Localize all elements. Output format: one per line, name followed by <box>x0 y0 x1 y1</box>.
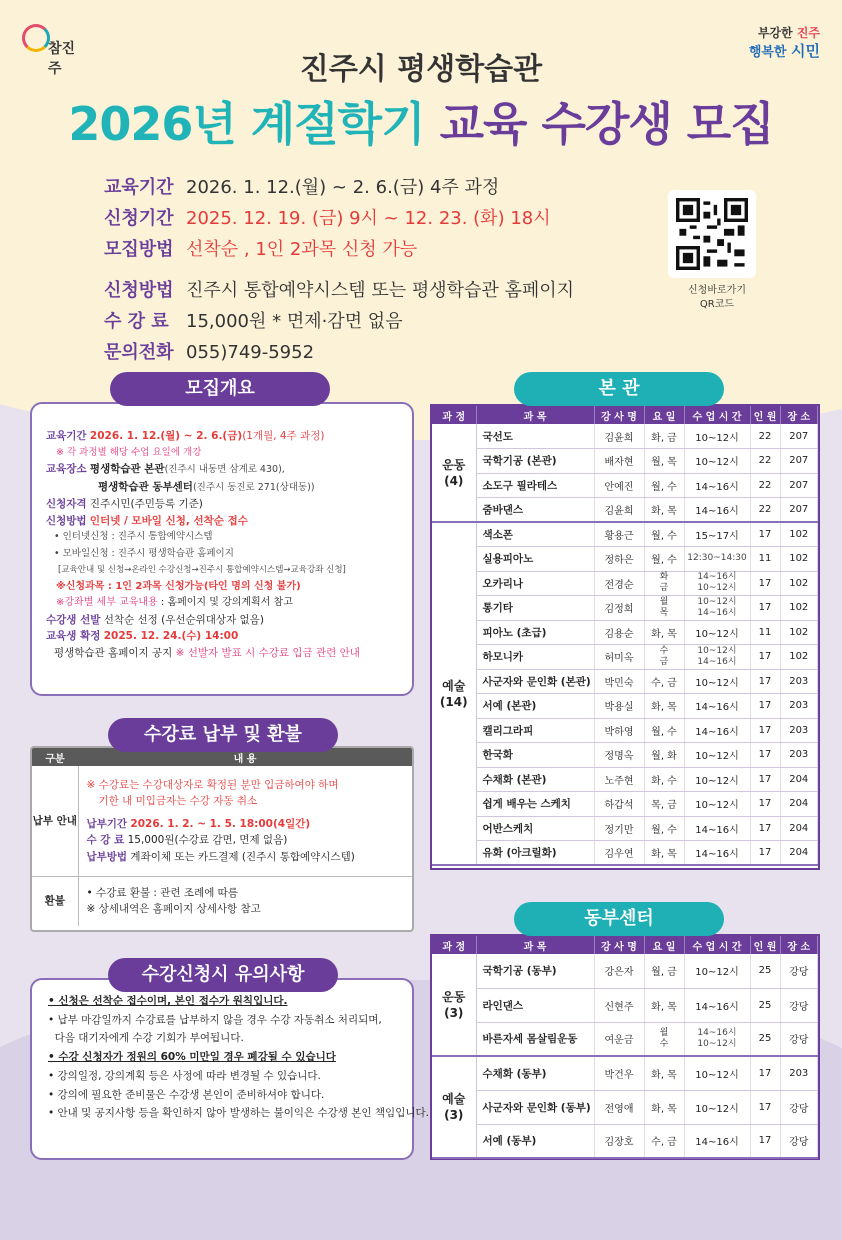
category-cell <box>432 954 476 1056</box>
table-row <box>432 718 818 743</box>
time: 10~12시 <box>684 449 750 474</box>
category-count: (3) <box>444 1005 464 1020</box>
course-name: 줌바댄스 <box>476 498 594 523</box>
days <box>644 571 684 596</box>
days: 화, 목 <box>644 694 684 719</box>
table-row <box>432 1056 818 1090</box>
line: 월 <box>659 596 669 607</box>
info-value: 2025. 12. 19. (금) 9시 ~ 12. 23. (화) 18시 <box>186 208 551 229</box>
instructor: 김윤희 <box>594 498 644 523</box>
category-name: 예술 <box>442 1092 466 1106</box>
line: 월 <box>659 1027 669 1038</box>
category-cell <box>432 522 476 865</box>
table-row <box>432 1124 818 1158</box>
table-header-cell: 과 정 <box>432 406 476 424</box>
capacity: 11 <box>750 620 780 645</box>
capacity: 11 <box>750 547 780 572</box>
room: 207 <box>780 424 818 449</box>
table-row <box>432 645 818 670</box>
instructor: 박민숙 <box>594 669 644 694</box>
line: 14~16시 <box>697 572 737 583</box>
caution-item: • 강의일정, 강의계획 등은 사정에 따라 변경될 수 있습니다. <box>48 1069 321 1082</box>
line: 10~12시 <box>697 596 737 607</box>
caution-item: • 신청은 선착순 접수이며, 본인 접수가 원칙입니다. <box>48 995 288 1007</box>
capacity: 22 <box>750 473 780 498</box>
days: 월, 수 <box>644 816 684 841</box>
fee-heading: 수강료 납부 및 환불 <box>108 718 338 752</box>
course-name: 국선도 <box>476 424 594 449</box>
days <box>644 1022 684 1056</box>
city-slogan: 부강한 진주 행복한 시민 <box>748 26 820 60</box>
course-name: 캘리그라피 <box>476 718 594 743</box>
overview-panel: 교육기간 2026. 1. 12.(월) ~ 2. 6.(금)(1개월, 4주 과정) ※ 각 과정별 해당 수업 요일에 개강 교육장소 평생학습관 본관(진주시 내동면 삼계로 430), 평생학습관 동부센터(진주시 동진로 271(상대동)) 신청자격 진주시민(주민등록 기준) 신청방법 인터넷 / 모바일 신청, 선착순 접수 • 인터넷신청 : 진주시 통합예약시스템 • 모바일신청 : 진주시 평생학습관 홈페이지 [교육안내 및 신청→온라인 수강신청→진주시 통합예약시스템→교육강좌 신청] ※신청과목 : 1인 2과목 신청가능(타인 명의 신청 불가) ※강좌별 세부 교육내용 : 홈페이지 및 강의계획서 참고 수강생 선발 선착순 선정 (우선순위대상자 없음) 교육생 확정 2025. 12. 24.(수) 14:00 평생학습관 홈페이지 공지 ※ 선발자 발표 시 수강료 입금 관련 안내 <box>30 402 414 696</box>
days: 화, 목 <box>644 1056 684 1090</box>
instructor: 박건우 <box>594 1056 644 1090</box>
info-key: 문의전화 <box>104 342 174 363</box>
table-header-row <box>432 936 818 954</box>
category-cell <box>432 1056 476 1158</box>
capacity: 17 <box>750 645 780 670</box>
line: 10~12시 <box>697 645 737 656</box>
days: 목, 금 <box>644 792 684 817</box>
caution-heading: 수강신청시 유의사항 <box>108 958 338 992</box>
course-name: 유화 (아크릴화) <box>476 841 594 866</box>
main-hall-table-panel <box>430 404 820 870</box>
room: 강당 <box>780 954 818 988</box>
info-row <box>104 172 574 203</box>
days: 화, 목 <box>644 498 684 523</box>
course-name: 실용피아노 <box>476 547 594 572</box>
days: 화, 금 <box>644 424 684 449</box>
instructor: 전경순 <box>594 571 644 596</box>
days <box>644 596 684 621</box>
time: 14~16시 <box>684 694 750 719</box>
table-header-cell: 인 원 <box>750 406 780 424</box>
days: 화, 목 <box>644 1090 684 1124</box>
instructor: 강은자 <box>594 954 644 988</box>
capacity: 17 <box>750 767 780 792</box>
days: 월, 수 <box>644 522 684 547</box>
info-row <box>104 337 574 368</box>
time <box>684 1022 750 1056</box>
room: 207 <box>780 473 818 498</box>
table-row <box>432 547 818 572</box>
course-name: 통기타 <box>476 596 594 621</box>
page-headline: 2026년 계절학기 교육 수강생 모집 <box>68 97 774 151</box>
room: 강당 <box>780 1022 818 1056</box>
info-value: 15,000원 * 면제·감면 없음 <box>186 311 403 332</box>
fee-table: 구분 내 용 납부 안내 ※ 수강료는 수강대상자로 확정된 분만 입금하여야 하며 기한 내 미입금자는 수강 자동 취소 납부기간 2026. 1. 2. ~ 1. 5. 18:00(4일간) 수 강 료 15,000원(수강료 감면, 면제 없음) 납부방법 계좌이체 또는 카드결제 (진주시 통합예약시스템) 환불 • 수강료 환불 : 관련 조례에 따름 ※ 상세내역은 홈페이지 상세사항 참고 <box>32 748 412 926</box>
instructor: 배자현 <box>594 449 644 474</box>
course-name: 국학기공 (본관) <box>476 449 594 474</box>
line: 수 <box>659 645 669 656</box>
course-name: 피아노 (초급) <box>476 620 594 645</box>
time: 10~12시 <box>684 743 750 768</box>
capacity: 22 <box>750 449 780 474</box>
capacity: 17 <box>750 792 780 817</box>
table-row <box>432 841 818 866</box>
time: 14~16시 <box>684 816 750 841</box>
instructor: 박하영 <box>594 718 644 743</box>
category-count: (14) <box>439 694 468 709</box>
table-header-row <box>432 406 818 424</box>
days: 월, 목 <box>644 449 684 474</box>
room: 207 <box>780 498 818 523</box>
instructor: 김우연 <box>594 841 644 866</box>
time: 14~16시 <box>684 498 750 523</box>
room: 203 <box>780 669 818 694</box>
instructor: 노주현 <box>594 767 644 792</box>
room: 204 <box>780 841 818 866</box>
capacity: 17 <box>750 1090 780 1124</box>
room: 102 <box>780 547 818 572</box>
caution-item: • 강의에 필요한 준비물은 수강생 본인이 준비하셔야 합니다. <box>48 1088 325 1101</box>
course-name: 오카리나 <box>476 571 594 596</box>
table-row <box>432 571 818 596</box>
days: 화, 목 <box>644 620 684 645</box>
key-info-list <box>104 172 574 368</box>
capacity: 17 <box>750 841 780 866</box>
room: 102 <box>780 571 818 596</box>
course-name: 하모니카 <box>476 645 594 670</box>
category-count: (3) <box>444 1108 464 1122</box>
info-row <box>104 203 574 234</box>
caution-item: • 수강 신청자가 정원의 60% 미만일 경우 폐강될 수 있습니다 <box>48 1051 336 1064</box>
instructor: 전영애 <box>594 1090 644 1124</box>
info-key: 신청기간 <box>104 208 174 229</box>
line: 금 <box>659 656 669 667</box>
instructor: 정하은 <box>594 547 644 572</box>
caution-item: • 안내 및 공지사항 등을 확인하지 않아 발생하는 불이익은 수강생 본인 책임입니다. <box>48 1107 429 1120</box>
room: 강당 <box>780 1124 818 1158</box>
capacity: 22 <box>750 424 780 449</box>
course-name: 수채화 (동부) <box>476 1056 594 1090</box>
course-name: 소도구 필라테스 <box>476 473 594 498</box>
east-center-heading: 동부센터 <box>514 902 724 936</box>
time: 15~17시 <box>684 522 750 547</box>
room: 204 <box>780 767 818 792</box>
caution-item: • 납부 마감일까지 수강료를 납부하지 않을 경우 수강 자동취소 처리되며, <box>48 1013 382 1026</box>
info-key: 모집방법 <box>104 239 174 260</box>
time: 14~16시 <box>684 473 750 498</box>
instructor: 허미옥 <box>594 645 644 670</box>
instructor: 김장호 <box>594 1124 644 1158</box>
table-row <box>432 694 818 719</box>
room: 203 <box>780 718 818 743</box>
east-center-table-panel <box>430 934 820 1160</box>
capacity: 17 <box>750 1124 780 1158</box>
time: 10~12시 <box>684 620 750 645</box>
time: 14~16시 <box>684 1124 750 1158</box>
table-header-cell: 과 목 <box>476 406 594 424</box>
table-row <box>432 767 818 792</box>
room: 203 <box>780 1056 818 1090</box>
capacity: 17 <box>750 1056 780 1090</box>
page-title: 진주시 평생학습관 <box>299 52 543 87</box>
main-hall-heading: 본 관 <box>514 372 724 406</box>
category-name: 운동 <box>442 989 466 1004</box>
info-key: 수 강 료 <box>104 311 169 332</box>
line: 목 <box>659 607 669 618</box>
capacity: 25 <box>750 988 780 1022</box>
days: 수, 금 <box>644 669 684 694</box>
room: 102 <box>780 596 818 621</box>
capacity: 17 <box>750 571 780 596</box>
course-name: 서예 (본관) <box>476 694 594 719</box>
days: 화, 목 <box>644 841 684 866</box>
days: 월, 금 <box>644 954 684 988</box>
capacity: 25 <box>750 1022 780 1056</box>
course-name: 쉽게 배우는 스케치 <box>476 792 594 817</box>
table-row <box>432 1090 818 1124</box>
info-value: 055)749-5952 <box>186 342 315 363</box>
time: 10~12시 <box>684 669 750 694</box>
table-row <box>432 669 818 694</box>
overview-heading: 모집개요 <box>110 372 330 406</box>
capacity: 17 <box>750 718 780 743</box>
course-name: 사군자와 문인화 (동부) <box>476 1090 594 1124</box>
time: 10~12시 <box>684 792 750 817</box>
line: 금 <box>659 583 669 594</box>
table-row <box>432 954 818 988</box>
info-key: 신청방법 <box>104 280 174 301</box>
table-row <box>432 988 818 1022</box>
table-header-cell: 과 정 <box>432 936 476 954</box>
info-value: 진주시 통합예약시스템 또는 평생학습관 홈페이지 <box>186 280 575 301</box>
instructor: 하갑석 <box>594 792 644 817</box>
room: 102 <box>780 620 818 645</box>
capacity: 17 <box>750 743 780 768</box>
east-center-table <box>432 936 818 1159</box>
table-row <box>432 424 818 449</box>
line: 수 <box>659 1038 669 1049</box>
capacity: 17 <box>750 596 780 621</box>
course-name: 바른자세 몸살림운동 <box>476 1022 594 1056</box>
info-value: 선착순 , 1인 2과목 신청 가능 <box>186 239 418 260</box>
info-row <box>104 234 574 265</box>
table-header-cell: 장 소 <box>780 406 818 424</box>
line: 화 <box>659 572 669 583</box>
table-header-cell: 요 일 <box>644 936 684 954</box>
room: 203 <box>780 694 818 719</box>
course-name: 사군자와 문인화 (본관) <box>476 669 594 694</box>
table-header-cell: 강 사 명 <box>594 936 644 954</box>
time: 10~12시 <box>684 424 750 449</box>
table-row <box>432 522 818 547</box>
instructor: 안예진 <box>594 473 644 498</box>
room: 203 <box>780 743 818 768</box>
table-row <box>432 620 818 645</box>
main-hall-table <box>432 406 818 866</box>
days: 월, 수 <box>644 547 684 572</box>
instructor: 김윤희 <box>594 424 644 449</box>
instructor: 황용근 <box>594 522 644 547</box>
caution-list <box>32 980 429 1131</box>
line: 14~16시 <box>697 656 737 667</box>
capacity: 17 <box>750 694 780 719</box>
time <box>684 571 750 596</box>
room: 204 <box>780 816 818 841</box>
capacity: 17 <box>750 522 780 547</box>
table-row <box>432 498 818 523</box>
instructor: 여운금 <box>594 1022 644 1056</box>
time: 12:30~14:30 <box>684 547 750 572</box>
days <box>644 645 684 670</box>
days: 월, 화 <box>644 743 684 768</box>
course-name: 수채화 (본관) <box>476 767 594 792</box>
category-cell <box>432 424 476 522</box>
room: 204 <box>780 792 818 817</box>
table-row <box>432 792 818 817</box>
days: 월, 수 <box>644 718 684 743</box>
table-header-cell: 수 업 시 간 <box>684 406 750 424</box>
capacity: 17 <box>750 816 780 841</box>
room: 102 <box>780 645 818 670</box>
days: 월, 수 <box>644 473 684 498</box>
table-row <box>432 743 818 768</box>
time: 10~12시 <box>684 1090 750 1124</box>
time: 10~12시 <box>684 767 750 792</box>
logo-text: 참진주 <box>48 41 76 77</box>
line: 10~12시 <box>697 1038 737 1049</box>
instructor: 정명옥 <box>594 743 644 768</box>
instructor: 김정희 <box>594 596 644 621</box>
room: 강당 <box>780 988 818 1022</box>
table-header-cell: 요 일 <box>644 406 684 424</box>
room: 102 <box>780 522 818 547</box>
time: 14~16시 <box>684 841 750 866</box>
days: 화, 수 <box>644 767 684 792</box>
caution-item: 다음 대기자에게 수강 기회가 부여됩니다. <box>48 1032 244 1045</box>
capacity: 25 <box>750 954 780 988</box>
table-row <box>432 1022 818 1056</box>
course-name: 한국화 <box>476 743 594 768</box>
course-name: 어반스케치 <box>476 816 594 841</box>
instructor: 김용순 <box>594 620 644 645</box>
info-key: 교육기간 <box>104 177 174 198</box>
instructor: 박용실 <box>594 694 644 719</box>
course-name: 색소폰 <box>476 522 594 547</box>
table-header-cell: 수 업 시 간 <box>684 936 750 954</box>
category-name: 운동 <box>442 457 466 472</box>
time: 14~16시 <box>684 718 750 743</box>
line: 14~16시 <box>697 1027 737 1038</box>
table-row <box>432 596 818 621</box>
info-value: 2026. 1. 12.(월) ~ 2. 6.(금) 4주 과정 <box>186 177 500 198</box>
table-row <box>432 449 818 474</box>
instructor: 정기만 <box>594 816 644 841</box>
table-row <box>432 473 818 498</box>
time <box>684 596 750 621</box>
caution-panel <box>30 978 429 1160</box>
room: 207 <box>780 449 818 474</box>
time: 10~12시 <box>684 1056 750 1090</box>
table-header-cell: 장 소 <box>780 936 818 954</box>
days: 화, 목 <box>644 988 684 1022</box>
capacity: 17 <box>750 669 780 694</box>
time: 14~16시 <box>684 988 750 1022</box>
info-row <box>104 275 574 306</box>
room: 강당 <box>780 1090 818 1124</box>
course-name: 라인댄스 <box>476 988 594 1022</box>
category-count: (4) <box>444 473 464 488</box>
info-row <box>104 306 574 337</box>
category-name: 예술 <box>442 678 466 693</box>
table-row <box>432 816 818 841</box>
instructor: 신현주 <box>594 988 644 1022</box>
time: 10~12시 <box>684 954 750 988</box>
line: 14~16시 <box>697 607 737 618</box>
course-name: 서예 (동부) <box>476 1124 594 1158</box>
days: 수, 금 <box>644 1124 684 1158</box>
table-header-cell: 강 사 명 <box>594 406 644 424</box>
capacity: 22 <box>750 498 780 523</box>
time <box>684 645 750 670</box>
qr-code[interactable] <box>668 190 756 278</box>
qr-caption: 신청바로가기 QR코드 <box>688 285 746 310</box>
line: 10~12시 <box>697 583 737 594</box>
table-header-cell: 과 목 <box>476 936 594 954</box>
qr-code-icon <box>676 198 748 270</box>
fee-panel <box>30 746 414 932</box>
course-name: 국학기공 (동부) <box>476 954 594 988</box>
table-header-cell: 인 원 <box>750 936 780 954</box>
